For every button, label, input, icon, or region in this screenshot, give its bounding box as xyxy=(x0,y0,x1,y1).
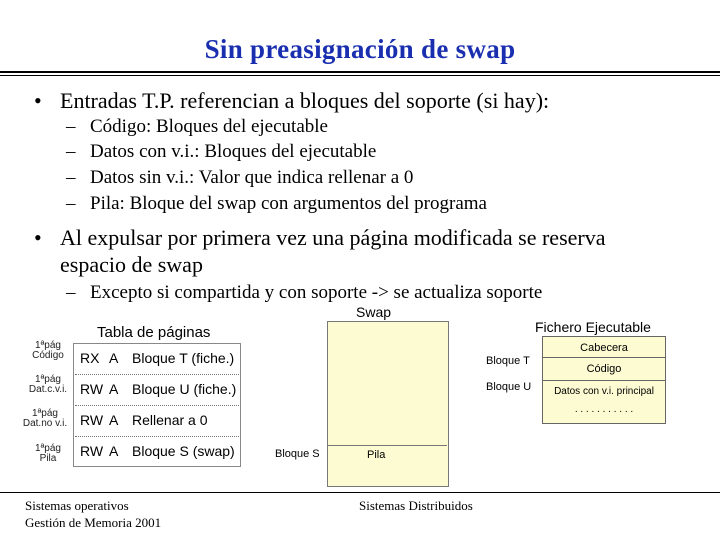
slide-title: Sin preasignación de swap xyxy=(204,34,516,64)
row-label-line: 1ªpág xyxy=(35,443,61,454)
sub-bullet-dash: – xyxy=(66,116,76,137)
block-u-label: Bloque U xyxy=(486,381,532,393)
footer-divider xyxy=(0,492,720,493)
exe-section-divider xyxy=(543,357,665,358)
value-cell: Bloque T (fiche.) xyxy=(132,350,235,366)
flag-cell: A xyxy=(109,443,119,459)
row-label-code xyxy=(26,341,70,361)
sub-bullet-text: Datos con v.i.: Bloques del ejecutable xyxy=(90,141,377,162)
page-table xyxy=(73,343,241,467)
row-label-line: Código xyxy=(32,350,64,361)
footer-subject: Gestión de Memoria 2001 xyxy=(25,515,162,530)
table-row xyxy=(74,375,240,405)
row-label-data-noinit xyxy=(18,409,72,429)
perm-cell: RW xyxy=(80,443,104,459)
exe-section-data: Datos con v.i. principal xyxy=(554,386,654,397)
sub-bullet-text: Código: Bloques del ejecutable xyxy=(90,116,328,137)
row-label-line: Pila xyxy=(39,453,57,464)
bullet-2 xyxy=(34,224,714,278)
sub-bullet-dash: – xyxy=(66,282,76,303)
bullet-text: Entradas T.P. referencian a bloques del soporte (si hay): xyxy=(60,88,550,113)
exe-section-code: Código xyxy=(586,363,622,375)
block-t-label: Bloque T xyxy=(486,355,530,367)
swap-title: Swap xyxy=(356,304,392,320)
row-label-line: 1ªpág xyxy=(32,408,58,419)
bullet-dot: • xyxy=(34,225,42,250)
sub-bullet-text: Pila: Bloque del swap con argumentos del programa xyxy=(90,193,487,214)
block-s-label: Bloque S xyxy=(275,448,320,460)
exe-section-header: Cabecera xyxy=(580,342,628,354)
footer-center: Sistemas Distribuidos xyxy=(359,498,473,513)
title-divider xyxy=(0,71,720,73)
row-label-line: 1ªpág xyxy=(35,340,61,351)
swap-stack-label: Pila xyxy=(367,449,386,461)
footer-course: Sistemas operativos xyxy=(25,498,129,513)
executable-title: Fichero Ejecutable xyxy=(535,319,651,335)
executable-file xyxy=(542,336,666,424)
footer-left xyxy=(25,497,161,531)
value-cell: Bloque U (fiche.) xyxy=(132,381,237,397)
sub-bullet-text: Datos sin v.i.: Valor que indica rellenar a 0 xyxy=(90,167,414,188)
flag-cell: A xyxy=(109,381,119,397)
bullet-text-line-2: espacio de swap xyxy=(60,252,203,277)
swap-stack-block xyxy=(327,445,447,486)
row-label-line: 1ªpág xyxy=(35,374,61,385)
page-table-title: Tabla de páginas xyxy=(97,324,211,341)
exe-section-more: . . . . . . . . . . . xyxy=(574,404,634,415)
bullet-dot: • xyxy=(34,88,42,113)
row-label-data-init xyxy=(26,375,70,395)
value-cell: Rellenar a 0 xyxy=(132,412,208,428)
row-label-line: Dat.c.v.i. xyxy=(28,384,68,395)
flag-cell: A xyxy=(109,412,119,428)
perm-cell: RW xyxy=(80,381,104,397)
perm-cell: RX xyxy=(80,350,100,366)
title-divider-thin xyxy=(0,75,720,76)
row-label-line: Dat.no v.i. xyxy=(22,418,68,429)
table-row xyxy=(74,406,240,436)
table-row xyxy=(74,344,240,374)
bullet-1 xyxy=(34,87,714,114)
sub-bullet-dash: – xyxy=(66,193,76,214)
table-row xyxy=(74,437,240,467)
row-label-stack xyxy=(26,444,70,464)
perm-cell: RW xyxy=(80,412,104,428)
value-cell: Bloque S (swap) xyxy=(132,443,235,459)
sub-bullet-text: Excepto si compartida y con soporte -> se actualiza soporte xyxy=(90,282,543,303)
flag-cell: A xyxy=(109,350,119,366)
sub-bullet-dash: – xyxy=(66,141,76,162)
exe-section-divider xyxy=(543,380,665,381)
bullet-text-line-1: Al expulsar por primera vez una página modificada se reserva xyxy=(60,225,606,250)
sub-bullet-dash: – xyxy=(66,167,76,188)
